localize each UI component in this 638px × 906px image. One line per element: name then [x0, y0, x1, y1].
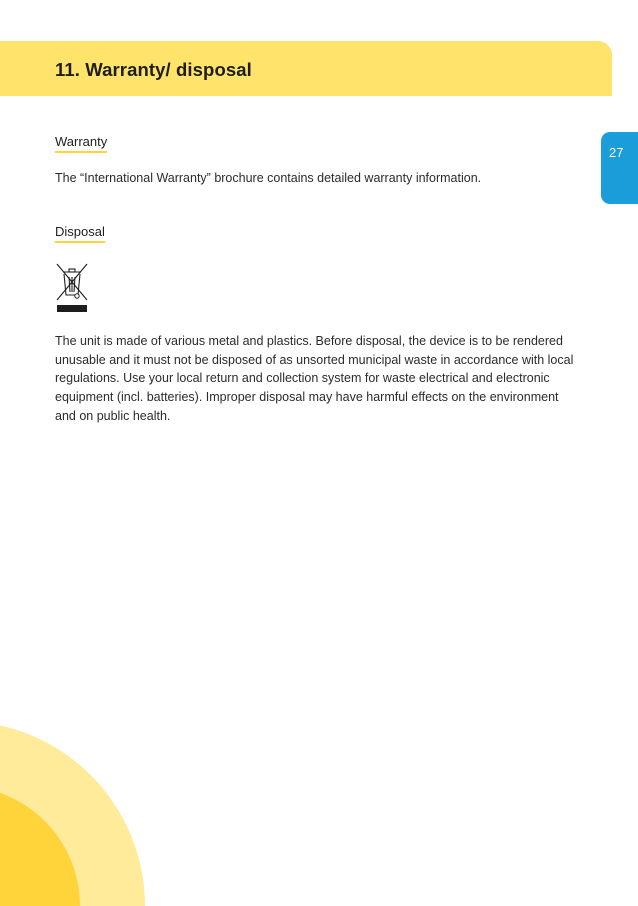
warranty-heading: Warranty: [55, 134, 107, 153]
page-title: 11. Warranty/ disposal: [55, 59, 252, 80]
crossed-out-wheelie-bin-icon: [55, 262, 89, 314]
page-number-tab: [601, 132, 638, 204]
page-number: 27: [609, 145, 624, 160]
warranty-text: The “International Warranty” brochure contains detailed warranty information.: [55, 171, 482, 185]
disposal-heading: Disposal: [55, 224, 105, 243]
disposal-text: The unit is made of various metal and plastics. Before disposal, the device is to be rendered unusable and it must not be disposed of as unsorted municipal waste in accordance with local regulations. Use your local return and collection system for waste electrical and electronic equipment (incl. batteries). Improper disposal may have harmful effects on the environment and on public health.: [55, 334, 574, 423]
